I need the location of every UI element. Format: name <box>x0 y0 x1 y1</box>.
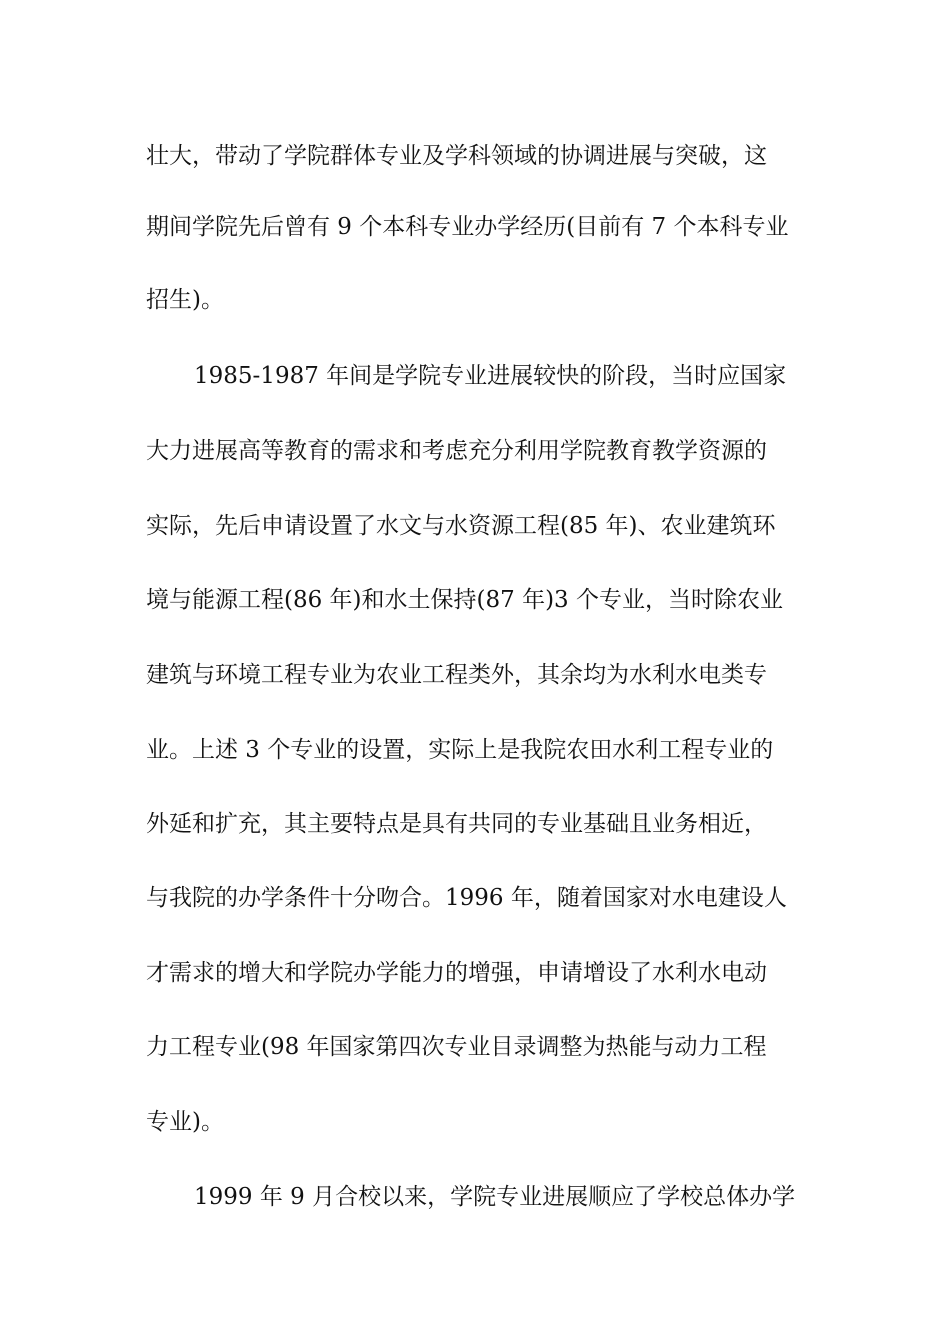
text-line: 境与能源工程(86 年)和水土保持(87 年)3 个专业，当时除农业 <box>146 587 783 613</box>
text-line: 专业)。 <box>146 1109 224 1135</box>
text-line: 业。上述 3 个专业的设置，实际上是我院农田水利工程专业的 <box>146 737 774 763</box>
text-line: 外延和扩充，其主要特点是具有共同的专业基础且业务相近， <box>146 811 767 837</box>
text-line: 与我院的办学条件十分吻合。1996 年，随着国家对水电建设人 <box>146 885 787 911</box>
text-line: 大力进展高等教育的需求和考虑充分利用学院教育教学资源的 <box>146 438 767 464</box>
text-line: 建筑与环境工程专业为农业工程类外，其余均为水利水电类专 <box>146 662 767 688</box>
text-line: 壮大，带动了学院群体专业及学科领域的协调进展与突破，这 <box>146 143 767 169</box>
text-line: 期间学院先后曾有 9 个本科专业办学经历(目前有 7 个本科专业 <box>146 214 789 240</box>
text-line: 招生)。 <box>146 287 224 313</box>
text-line: 力工程专业(98 年国家第四次专业目录调整为热能与动力工程 <box>146 1034 767 1060</box>
text-line: 才需求的增大和学院办学能力的增强，申请增设了水利水电动 <box>146 960 767 986</box>
paragraph-first-line: 1999 年 9 月合校以来，学院专业进展顺应了学校总体办学 <box>194 1184 796 1210</box>
paragraph-first-line: 1985-1987 年间是学院专业进展较快的阶段，当时应国家 <box>194 363 787 389</box>
text-line: 实际，先后申请设置了水文与水资源工程(85 年)、农业建筑环 <box>146 513 776 539</box>
